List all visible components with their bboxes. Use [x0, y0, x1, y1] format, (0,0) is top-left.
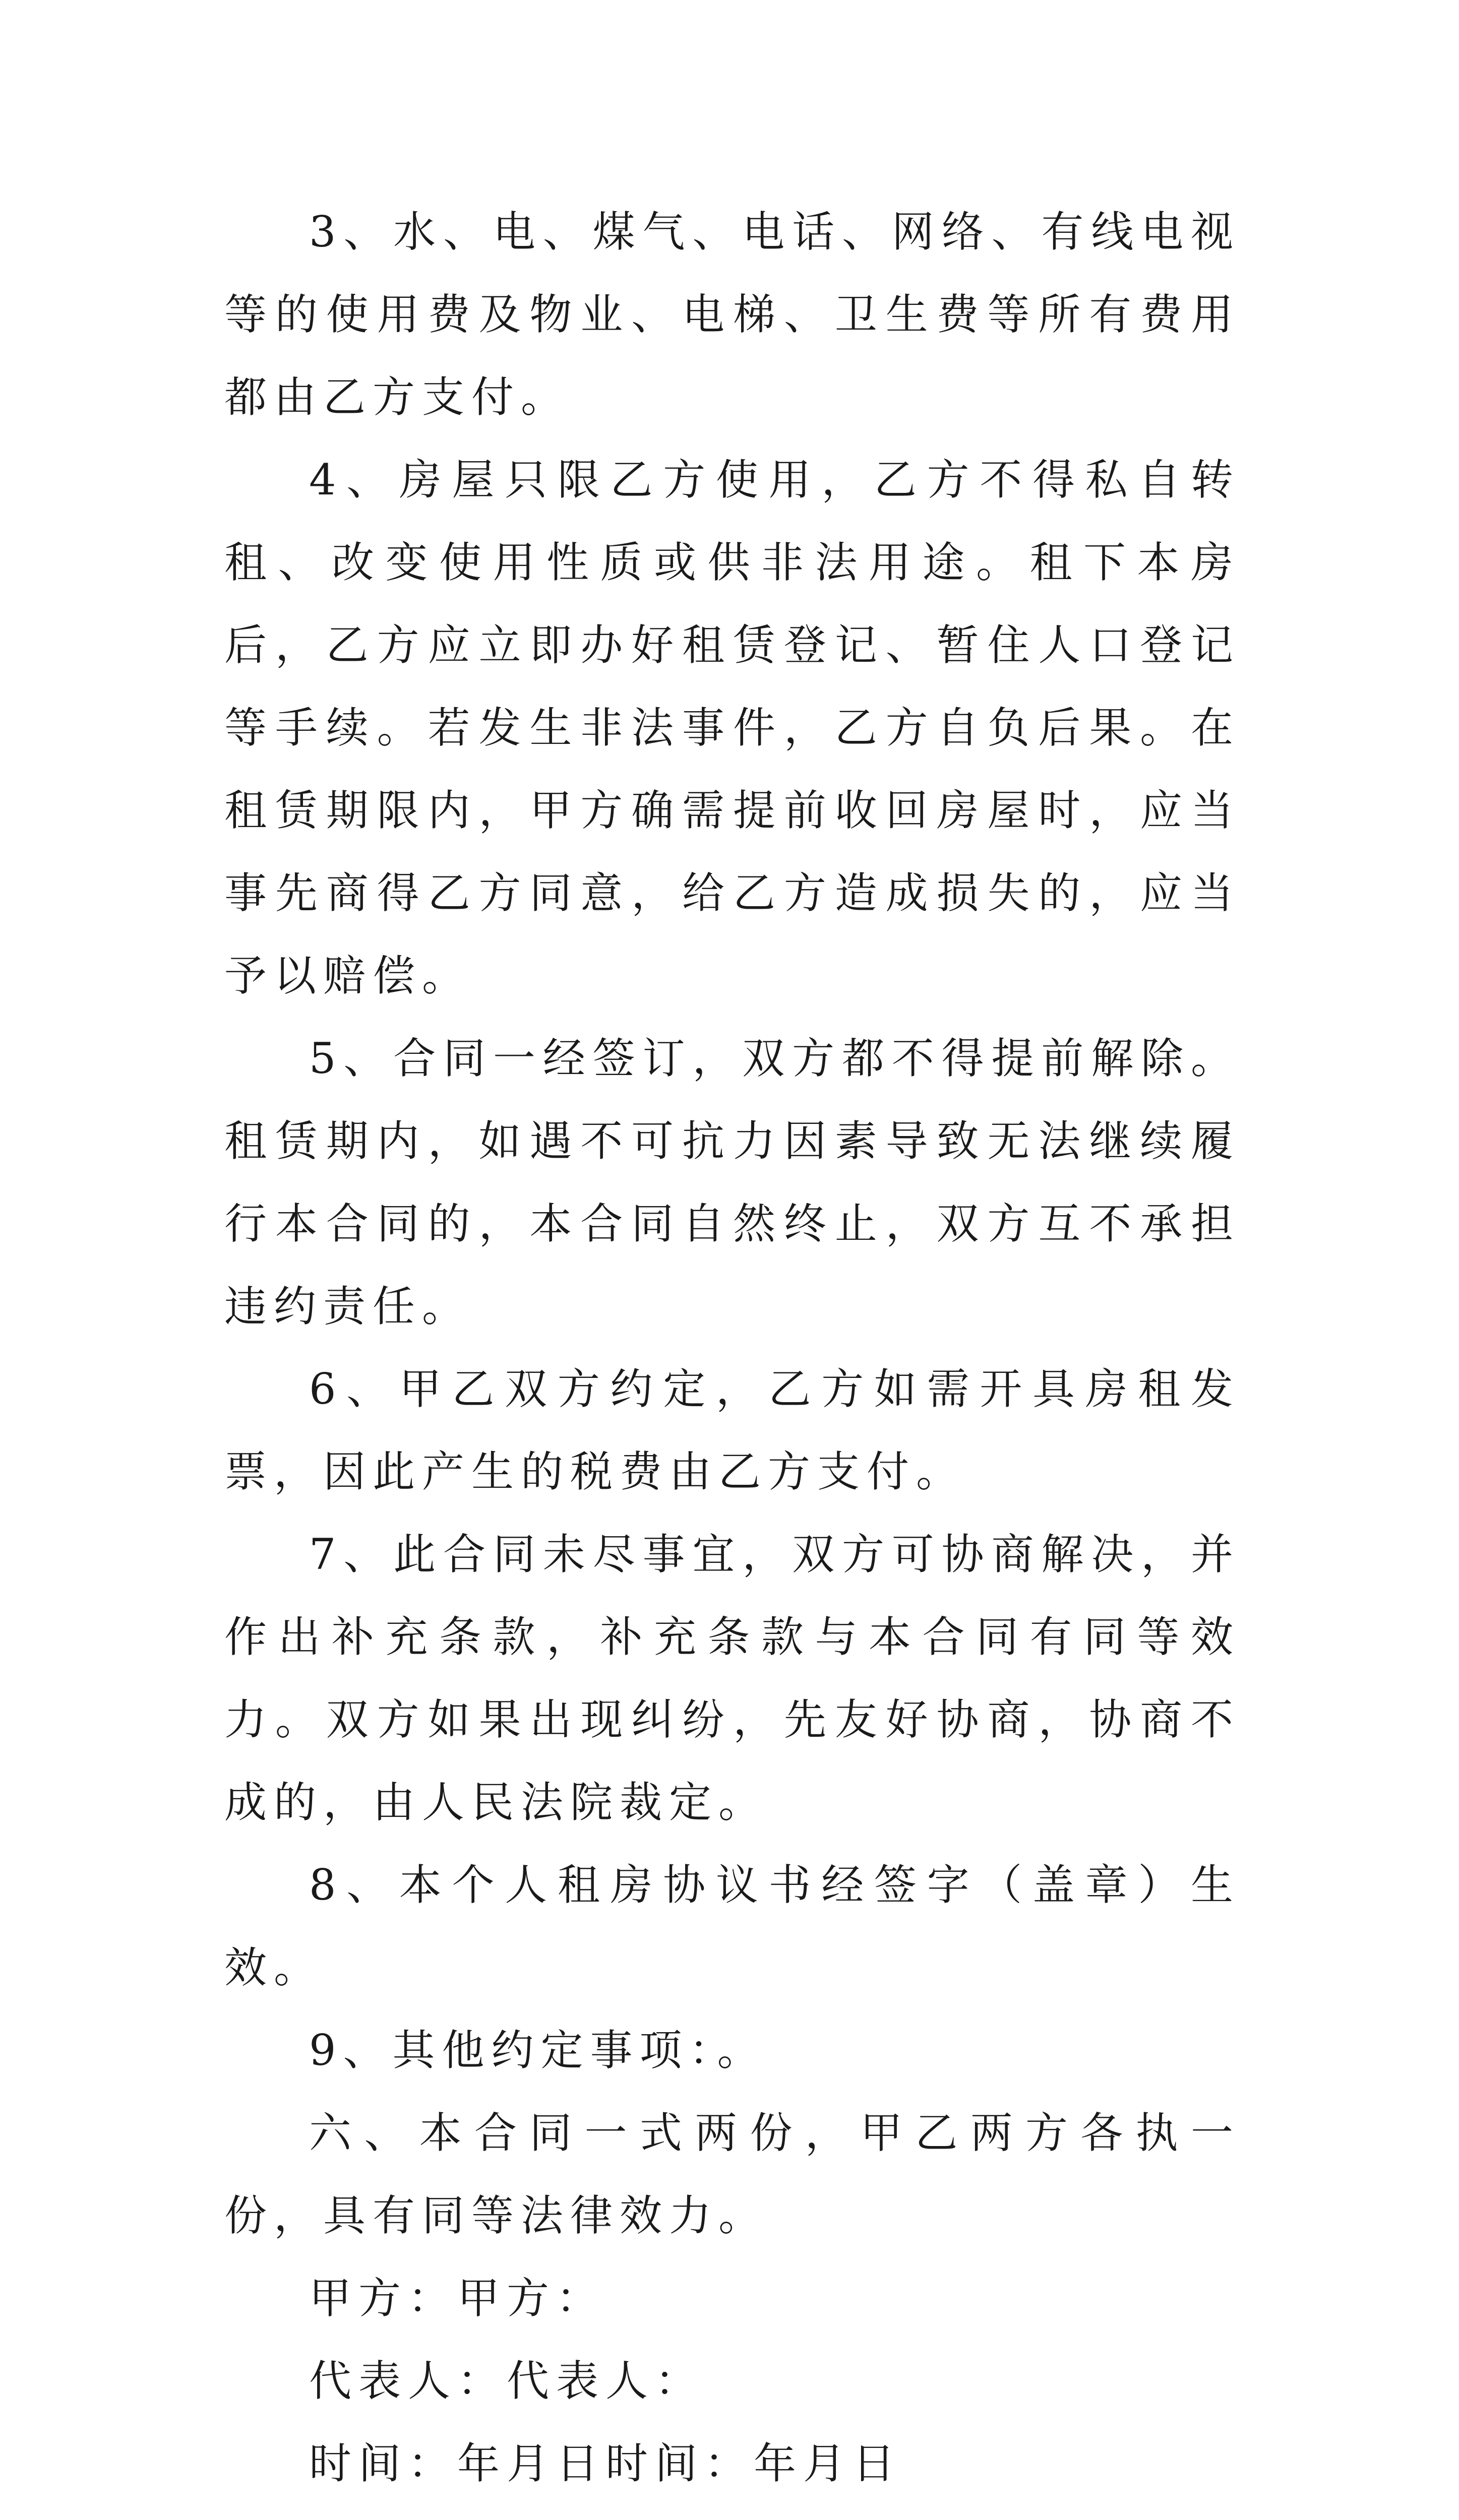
clause-8: 8、本个人租房协议书经签字（盖章）生效。	[224, 1860, 1240, 1992]
section-six: 六、本合同一式两份，甲乙两方各执一份，具有同等法律效力。	[224, 2108, 1240, 2240]
clause-6: 6、甲乙双方约定，乙方如需开具房租发票，因此产生的税费由乙方支付。	[224, 1364, 1240, 1496]
date-line: 时间：年月日时间：年月日	[309, 2439, 902, 2488]
document-body	[224, 191, 1240, 2520]
party-a-line: 甲方：甲方：	[309, 2274, 606, 2323]
contact-note	[224, 2505, 1240, 2520]
clause-5: 5、合同一经签订，双方都不得提前解除。租赁期内，如遇不可抗力因素导致无法继续履行本合同的，本合同自然终止，双方互不承担违约责任。	[224, 1034, 1240, 1331]
clause-4: 4、房屋只限乙方使用，乙方不得私自转租、改变使用性质或供非法用途。租下本房后，乙方应立即办好租赁登记、暂住人口登记等手续。若发生非法事件，乙方自负后果。在租赁期限内，甲方确需提前收回房屋时，应当事先商得乙方同意，给乙方造成损失的，应当予以赔偿。	[224, 455, 1240, 1000]
clause-3: 3、水、电、煤气、电话、网络、有线电视等的使用费及物业、电梯、卫生费等所有费用都由乙方支付。	[224, 207, 1240, 422]
representative-line: 代表人：代表人：	[309, 2356, 705, 2406]
clause-9: 9、其他约定事项：。	[309, 2026, 767, 2075]
clause-7: 7、此合同未尽事宜，双方可协商解决，并作出补充条款，补充条款与本合同有同等效力。双方如果出现纠纷，先友好协商，协商不成的，由人民法院裁定。	[224, 1530, 1240, 1827]
